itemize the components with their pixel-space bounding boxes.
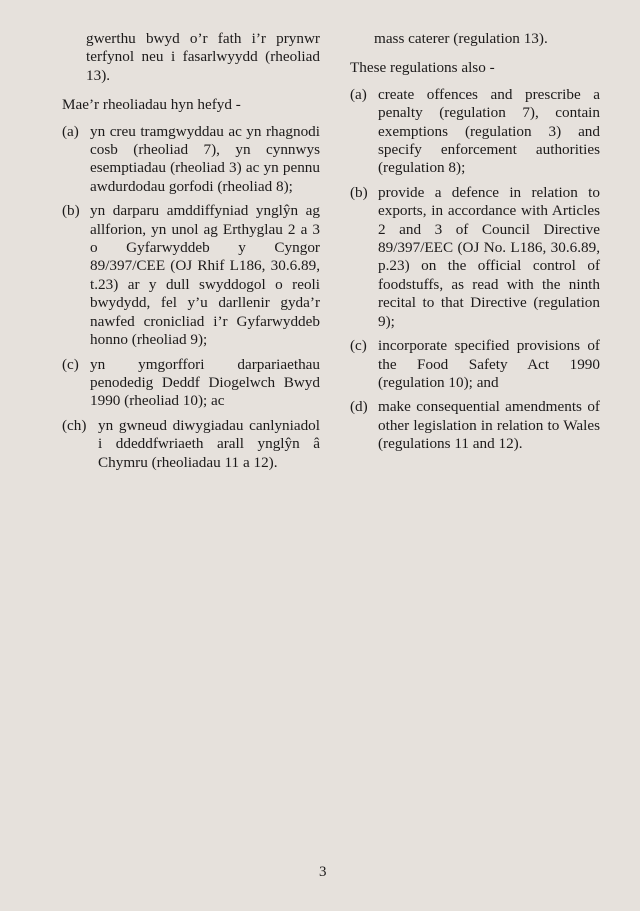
item-label: (b) [350, 183, 368, 201]
page-number: 3 [319, 864, 327, 880]
item-text: yn creu tramgwyddau ac yn rhagnodi cosb (rheoliad 7), yn cynnwys esemptiadau (rheoliad 3) ac yn pennu awdurdodau gorfodi (rheoliad 8); [90, 122, 320, 195]
item-label: (a) [350, 85, 367, 103]
item-label: (d) [350, 398, 368, 416]
welsh-intro: Mae’r rheoliadau hyn hefyd - [62, 96, 241, 114]
english-item-c [350, 337, 600, 392]
welsh-item-ch [62, 417, 320, 472]
item-label: (a) [62, 122, 79, 140]
welsh-column [62, 30, 320, 478]
english-item-a [350, 86, 600, 178]
english-column [350, 30, 600, 460]
welsh-item-a [62, 123, 320, 197]
english-intro: These regulations also - [350, 59, 495, 77]
item-text: incorporate specified provisions of the Food Safety Act 1990 (regulation 10); and [378, 337, 600, 391]
item-label: (c) [62, 355, 79, 373]
welsh-item-b [62, 202, 320, 349]
item-text: yn darparu amddiffyniad ynglŷn ag allforion, yn unol ag Erthyglau 2 a 3 o Gyfarwyddeb y Cyngor 89/397/CEE (OJ Rhif L186, 30.6.89, t.23) ar y dull swyddogol o reoli bwydydd, fel y’u darllenir gyda’r nawfed cronicliad i’r Gyfarwyddeb honno (rheoliad 9); [90, 202, 320, 349]
item-text: provide a defence in relation to exports, in accordance with Articles 2 and 3 of Council Directive 89/397/EEC (OJ No. L186, 30.6.89, p.23) on the official control of foodstuffs, as read with the ninth recital to that Directive (regulation 9); [378, 183, 600, 330]
english-item-d [350, 398, 600, 453]
item-text: make consequential amendments of other legislation in relation to Wales (regulations 11 and 12). [378, 398, 600, 453]
item-label: (b) [62, 202, 80, 220]
welsh-item-c [62, 356, 320, 411]
item-text: yn ymgorffori darpariaethau penodedig Deddf Diogelwch Bwyd 1990 (rheoliad 10); ac [90, 355, 320, 410]
item-label: (ch) [62, 416, 87, 434]
item-text: yn gwneud diwygiadau canlyniadol i ddeddfwriaeth arall ynglŷn â Chymru (rheoliadau 11 a 12). [98, 416, 320, 471]
english-continuation: mass caterer (regulation 13). [374, 30, 548, 47]
item-text: create offences and prescribe a penalty (regulation 7), contain exemptions (regulation 3) and specify enforcement authorities (regulation 8); [378, 85, 600, 177]
english-item-b [350, 184, 600, 331]
welsh-continuation: gwerthu bwyd o’r fath i’r prynwr terfynol neu i fasarlwyydd (rheoliad 13). [86, 30, 320, 84]
item-label: (c) [350, 337, 367, 355]
